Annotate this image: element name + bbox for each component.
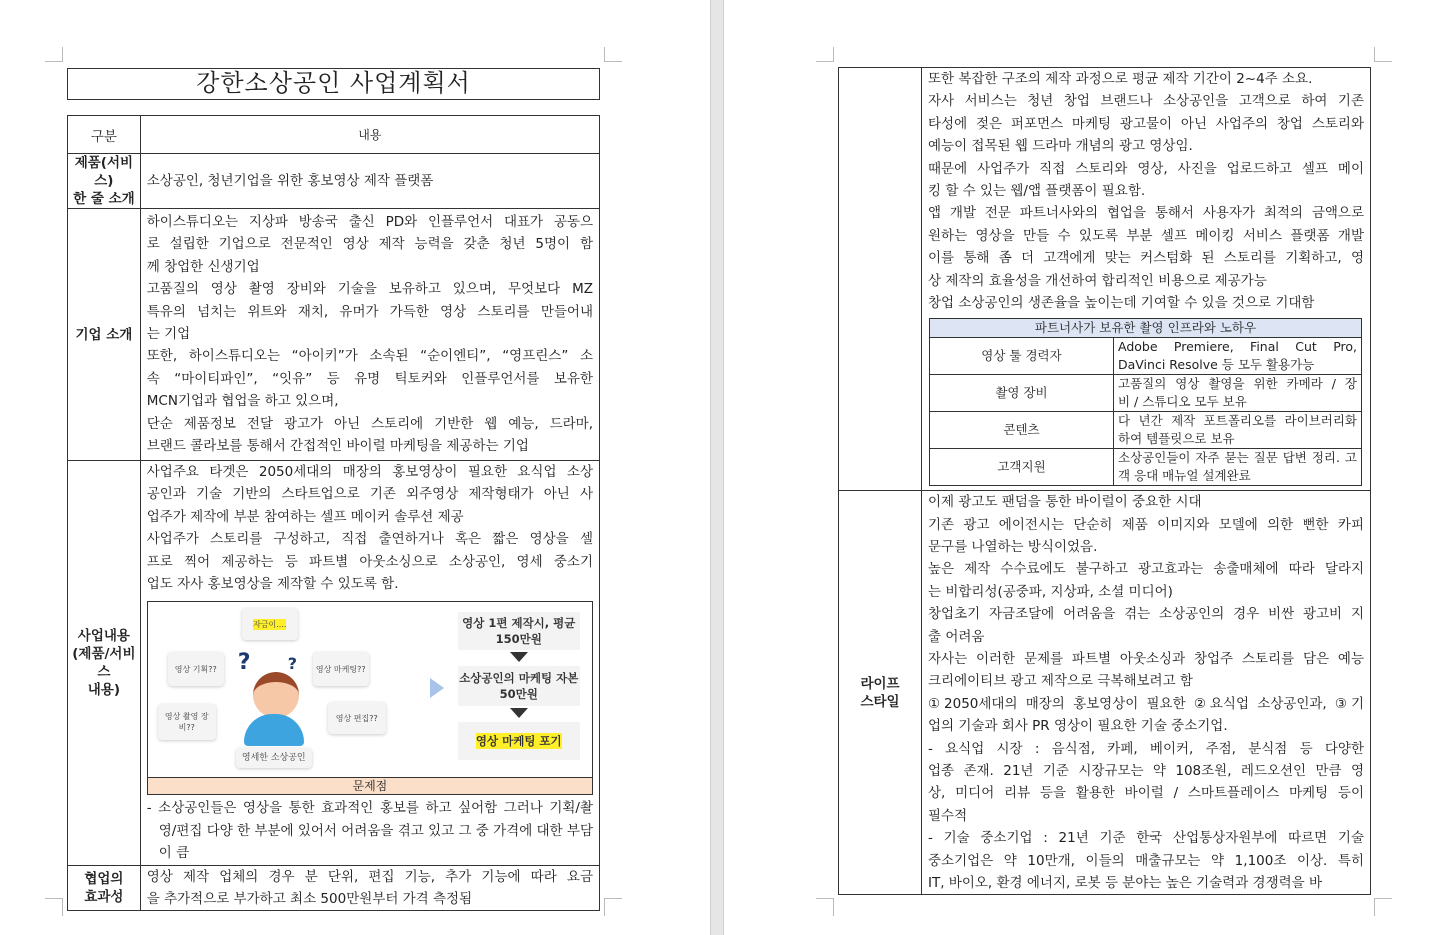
flow-giveup-text: 영상 마케팅 포기: [475, 734, 562, 749]
page-gap: [710, 0, 724, 935]
text-line: 영상 제작 업체의 경우 분 단위, 편집 기능, 추가 기능에 따라 요금: [146, 868, 593, 885]
crop-mark: [45, 898, 63, 916]
text-line: 킹 할 수 있는 웹/앱 플랫폼이 필요함.: [928, 182, 1146, 199]
problem-figure: [147, 601, 593, 795]
row-content: [140, 154, 599, 209]
infra-table: [929, 318, 1362, 486]
text-line: 문구를 나열하는 방식이었음.: [928, 539, 1098, 556]
label-line: 스타일: [860, 693, 900, 710]
text-line: 타성에 젖은 퍼포먼스 마케팅 광고물이 아닌 사업주의 창업 스토리와: [928, 115, 1364, 132]
infra-value-line: 고품질의 영상 촬영을 위한 카메라 / 장: [1118, 376, 1357, 392]
text-line: 는 비합리성(공중파, 지상파, 소셜 미디어): [928, 583, 1173, 600]
note-line: 영/편집 다양 한 부분에 있어서 어려움을 겪고 있고 그 중 가격에 대한 부담: [158, 822, 593, 839]
text-line: 사업주가 스토리를 구성하고, 직접 출연하거나 혹은 짧은 영상을 셀: [146, 531, 593, 548]
crop-mark: [604, 898, 622, 916]
row-content: [140, 461, 599, 866]
text-line: 자사는 이러한 문제를 파트별 아웃소싱과 창업주 스토리를 담은 예능: [928, 651, 1364, 668]
row-content: [922, 68, 1371, 491]
flow-capital: 소상공인의 마케팅 자본 50만원: [458, 666, 580, 706]
text-line: 업도 자사 홍보영상을 제작할 수 있도록 함.: [146, 575, 399, 592]
crop-mark: [1374, 898, 1392, 916]
table-row: [839, 491, 1371, 895]
text-line: 을 추가적으로 부가하고 최소 500만원부터 가격 측정됨: [146, 890, 473, 907]
row-content: [140, 865, 599, 911]
text-line: 상 제작의 효율성을 개선하여 합리적인 비용으로 제공가능: [928, 272, 1267, 289]
text-line: 높은 제작 수수료에도 불구하고 광고효과는 송출매체에 따라 달라지: [928, 561, 1364, 578]
infra-key: 영상 툴 경력자: [930, 338, 1114, 375]
infra-key: 콘텐츠: [930, 412, 1114, 449]
text-line: 단순 제품정보 전달 광고가 아닌 스토리에 기반한 웹 예능, 드라마,: [146, 415, 593, 432]
crop-mark: [604, 47, 622, 62]
infra-key: 고객지원: [930, 449, 1114, 486]
bubble-equipment: 영상 촬영 장비??: [158, 704, 216, 740]
infra-row: [930, 449, 1362, 486]
infra-value-line: 소상공인들이 자주 묻는 질문 답변 정리. 고: [1118, 450, 1357, 466]
header-category: 구분: [68, 116, 141, 154]
text-line: - 요식업 시장 : 음식점, 카페, 베이커, 주점, 분식점 등 다양한: [928, 740, 1364, 757]
infra-key: 촬영 장비: [930, 375, 1114, 412]
infra-value-line: 객 응대 매뉴얼 설계완료: [1118, 468, 1251, 484]
table-row: [68, 154, 600, 209]
bubble-funding: [242, 608, 298, 640]
row-content: [140, 209, 599, 461]
infra-value-line: 다 년간 제작 포트폴리오를 라이브러리화: [1118, 413, 1357, 429]
text-line: 고품질의 영상 촬영 장비와 기술을 보유하고 있으며, 무엇보다 MZ: [146, 281, 593, 298]
table-row: [68, 461, 600, 866]
infra-value-line: 하여 템플릿으로 보유: [1118, 431, 1235, 447]
crop-mark: [816, 47, 834, 62]
arrow-right-icon: [430, 678, 444, 698]
header-content: 내용: [140, 116, 599, 154]
text-line: 업종 존재. 21년 기준 시장규모는 약 108조원, 레드오션인 만큼 영: [928, 762, 1364, 779]
text-line: 자사 서비스는 청년 창업 브랜드나 소상공인을 고객으로 하여 기존: [928, 93, 1364, 110]
infra-value: [1114, 338, 1362, 375]
text-line: 때문에 사업주가 직접 스토리와 영상, 사진을 업로드하고 셀프 메이: [928, 160, 1364, 177]
label-line: 기업 소개: [75, 326, 133, 343]
text-line: 프로 찍어 제공하는 등 파트별 아웃소싱으로 소상공인, 영세 중소기: [146, 553, 593, 570]
crop-mark: [816, 898, 834, 916]
row-label: [68, 209, 141, 461]
text-line: MCN기업과 협업을 하고 있으며,: [146, 393, 339, 410]
row-content-text: [922, 68, 1370, 314]
text-line: 업의 기술과 회사 PR 영상이 필요한 기술 중소기업.: [928, 718, 1228, 735]
infra-row: [930, 338, 1362, 375]
note-line: - 소상공인들은 영상을 통한 효과적인 홍보를 하고 싶어함 그러나 기획/촬: [146, 800, 593, 817]
text-line: 께 창업한 신생기업: [146, 258, 260, 275]
text-line: 브랜드 콜라보를 통해서 간접적인 바이럴 마케팅을 제공하는 기업: [146, 437, 529, 454]
text-line: IT, 바이오, 환경 에너지, 로봇 등 분야는 높은 기술력과 경쟁력을 바: [928, 874, 1323, 891]
bubble-text: 자금이....: [253, 619, 287, 629]
infra-value-line: 비 / 스튜디오 모두 보유: [1118, 394, 1247, 410]
text-line: 필수적: [928, 807, 968, 824]
table-header-row: [68, 116, 600, 154]
text-line: 는 기업: [146, 325, 191, 342]
text-line: 사업주요 타겟은 2050세대의 매장의 홍보영상이 필요한 요식업 소상: [146, 464, 593, 480]
text-line: 크리에이티브 광고 제작으로 극복해보려고 함: [928, 673, 1193, 690]
business-plan-table-continued: [838, 67, 1371, 895]
table-row: [839, 68, 1371, 491]
text-line: 또한 복잡한 구조의 제작 과정으로 평균 제작 기간이 2~4주 소요.: [928, 71, 1313, 87]
row-label: [68, 865, 141, 911]
table-row: [68, 865, 600, 911]
document-title: 강한소상공인 사업계획서: [67, 68, 600, 100]
infra-value-line: DaVinci Resolve 등 모두 활용가능: [1118, 357, 1315, 373]
label-line: 라이프: [860, 675, 900, 692]
infra-table-title: 파트너사가 보유한 촬영 인프라와 노하우: [930, 319, 1362, 338]
arrow-down-icon: [510, 708, 528, 718]
person-head-icon: [253, 672, 299, 718]
row-label: [839, 68, 922, 491]
label-line: 내용): [87, 681, 121, 698]
flow-cost: 영상 1편 제작시, 평균 150만원: [458, 612, 580, 650]
label-line: 한 줄 소개: [73, 191, 135, 207]
text-line: 이를 통해 좀 더 고객에게 맞는 커스텀화 된 스토리를 기획하고, 영: [928, 250, 1364, 267]
crop-mark: [45, 47, 63, 62]
text-line: - 기술 중소기업 : 21년 기준 한국 산업통상자원부에 따르면 기술: [928, 830, 1364, 847]
business-plan-table: [67, 115, 600, 911]
label-line: 효과성: [84, 888, 124, 905]
text-line: 중소기업은 약 10만개, 이들의 매출규모는 약 1,100조 이상. 특히: [928, 852, 1364, 869]
text-line: 로 설립한 기업으로 전문적인 영상 제작 능력을 갖춘 청년 5명이 함: [146, 236, 593, 253]
text-line: 또한, 하이스튜디오는 “아이키”가 소속된 “순이엔티”, “영프린스” 소: [146, 348, 593, 365]
label-line: 제품(서비스): [74, 155, 134, 189]
text-line: 상, 미디어 리뷰 등을 활용한 바이럴 / 스마트플레이스 마케팅 등이: [928, 785, 1364, 802]
infra-value-line: Adobe Premiere, Final Cut Pro,: [1118, 339, 1357, 355]
flow-giveup: [458, 722, 580, 760]
infra-value: [1114, 375, 1362, 412]
text-line: 속 “마이티파인”, “잇유” 등 유명 틱토커와 인플루언서를 보유한: [146, 370, 593, 387]
text-line: ①2050세대의 매장의 홍보영상이 필요한 ②요식업 소상공인과, ③기: [928, 695, 1364, 712]
person-label: 영세한 소상공인: [236, 748, 312, 768]
bubble-marketing: 영상 마케팅??: [313, 652, 369, 686]
text-line: 출 어려움: [928, 628, 985, 645]
infra-value: [1114, 412, 1362, 449]
table-row: [68, 209, 600, 461]
row-label: [68, 154, 141, 209]
text-line: 공인과 기술 기반의 스타트업으로 기존 외주영상 제작형태가 아닌 사: [146, 486, 593, 503]
text-line: 예능이 접목된 웹 드라마 개념의 광고 영상임.: [928, 138, 1193, 155]
label-line: 사업내용: [77, 627, 130, 644]
text-line: 창업초기 자금조달에 어려움을 겪는 소상공인의 경우 비싼 광고비 지: [928, 606, 1364, 623]
text-line: 업주가 제작에 부분 참여하는 셀프 메이커 솔루션 제공: [146, 508, 464, 525]
text-line: 앱 개발 전문 파트너사와의 협업을 통해서 사용자가 최적의 금액으로: [928, 205, 1364, 222]
row-content: [922, 491, 1371, 895]
text-line: 하이스튜디오는 지상파 방송국 출신 PD와 인플루언서 대표가 공동으: [146, 214, 593, 230]
text-line: 소상공인, 청년기업을 위한 홍보영상 제작 플랫폼: [146, 172, 434, 189]
infra-row: [930, 412, 1362, 449]
question-mark-icon: ?: [237, 650, 251, 676]
row-label: [839, 491, 922, 895]
row-label: [68, 461, 141, 866]
bubble-planning: 영상 기획??: [168, 652, 224, 686]
arrow-down-icon: [510, 652, 528, 662]
text-line: 이제 광고도 팬덤을 통한 바이럴이 중요한 시대: [928, 494, 1202, 511]
infra-row: [930, 375, 1362, 412]
crop-mark: [1374, 47, 1392, 62]
problem-note: [141, 795, 599, 864]
label-line: (제품/서비스: [72, 645, 136, 680]
infra-value: [1114, 449, 1362, 486]
label-line: 협업의: [84, 870, 124, 887]
text-line: 원하는 영상을 만들 수 있도록 부분 셀프 메이킹 서비스 플랫폼 개발: [928, 227, 1364, 244]
note-line: 이 큼: [158, 845, 190, 862]
row-content-text: [141, 461, 599, 595]
text-line: 특유의 넘치는 위트와 재치, 유머가 가득한 영상 스토리를 만들어내: [146, 303, 593, 320]
text-line: 기존 광고 에이전시는 단순히 제품 이미지와 모델에 의한 뻔한 카피: [928, 516, 1364, 533]
text-line: 창업 소상공인의 생존율을 높이는데 기여할 수 있을 것으로 기대함: [928, 294, 1315, 311]
person-body-icon: [244, 714, 304, 746]
question-mark-icon: ?: [287, 654, 298, 674]
figure-caption: 문제점: [148, 777, 592, 794]
bubble-editing: 영상 편집??: [328, 702, 386, 734]
